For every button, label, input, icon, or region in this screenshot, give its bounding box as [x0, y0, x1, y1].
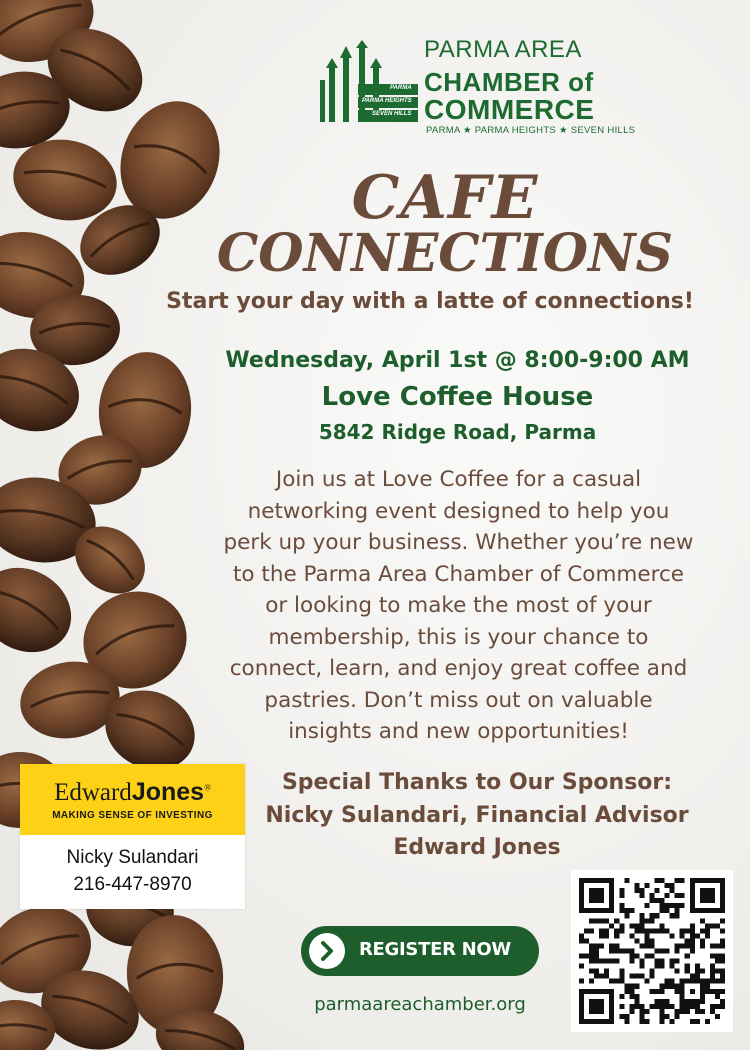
- logo-text-chamber: CHAMBER of: [424, 67, 594, 97]
- sponsor-card: [20, 764, 245, 909]
- registered-mark: ®: [204, 782, 211, 793]
- brand-last: Jones: [131, 778, 205, 806]
- chevron-right-icon: [309, 933, 345, 969]
- sponsor-thanks-advisor: Nicky Sulandari, Financial Advisor: [265, 803, 689, 828]
- brand-name: [20, 778, 245, 807]
- event-description: [196, 464, 721, 748]
- event-title-line1: CAFE: [351, 163, 539, 233]
- logo-label-parma-heights: PARMA HEIGHTS: [362, 98, 412, 104]
- sponsor-thanks-heading: Special Thanks to Our Sponsor:: [281, 770, 673, 795]
- logo-label-parma: PARMA: [390, 85, 412, 91]
- coffee-bean: [0, 551, 87, 668]
- event-title-line2: CONNECTIONS: [216, 223, 674, 284]
- qr-code-icon: [579, 878, 725, 1024]
- event-date-time: Wednesday, April 1st @ 8:00-9:00 AM: [225, 348, 690, 373]
- logo-text-commerce: COMMERCE: [424, 94, 595, 125]
- event-address: 5842 Ridge Road, Parma: [318, 420, 597, 444]
- register-now-button[interactable]: [301, 926, 539, 976]
- description-line: insights and new opportunities!: [288, 719, 629, 744]
- edward-jones-logo: [20, 764, 245, 835]
- event-tagline: Start your day with a latte of connections!: [166, 289, 694, 314]
- description-line: Join us at Love Coffee for a casual: [275, 467, 642, 492]
- brand-tagline: MAKING SENSE OF INVESTING: [52, 810, 213, 821]
- chamber-logo: [320, 36, 636, 140]
- logo-communities: PARMA ★ PARMA HEIGHTS ★ SEVEN HILLS: [426, 125, 636, 136]
- advisor-phone: 216-447-8970: [73, 874, 192, 895]
- description-line: connect, learn, and enjoy great coffee and: [229, 656, 688, 681]
- description-line: or looking to make the most of your: [265, 593, 652, 618]
- qr-code[interactable]: [571, 870, 733, 1032]
- chamber-buildings-icon: [320, 40, 420, 122]
- website-link[interactable]: parmaareachamber.org: [314, 994, 526, 1015]
- logo-label-seven-hills: SEVEN HILLS: [372, 111, 412, 117]
- brand-first: Edward: [54, 779, 132, 806]
- advisor-name: Nicky Sulandari: [66, 847, 199, 868]
- register-now-label: REGISTER NOW: [359, 939, 511, 960]
- sponsor-thanks-company: Edward Jones: [393, 835, 561, 860]
- description-line: perk up your business. Whether you’re new: [223, 530, 694, 555]
- description-line: pastries. Don’t miss out on valuable: [264, 687, 653, 713]
- description-line: membership, this is your chance to: [268, 624, 649, 650]
- logo-text-parma-area: PARMA AREA: [424, 36, 582, 63]
- event-venue: Love Coffee House: [321, 382, 594, 412]
- description-line: to the Parma Area Chamber of Commerce: [233, 561, 684, 587]
- description-line: networking event designed to help you: [247, 498, 670, 524]
